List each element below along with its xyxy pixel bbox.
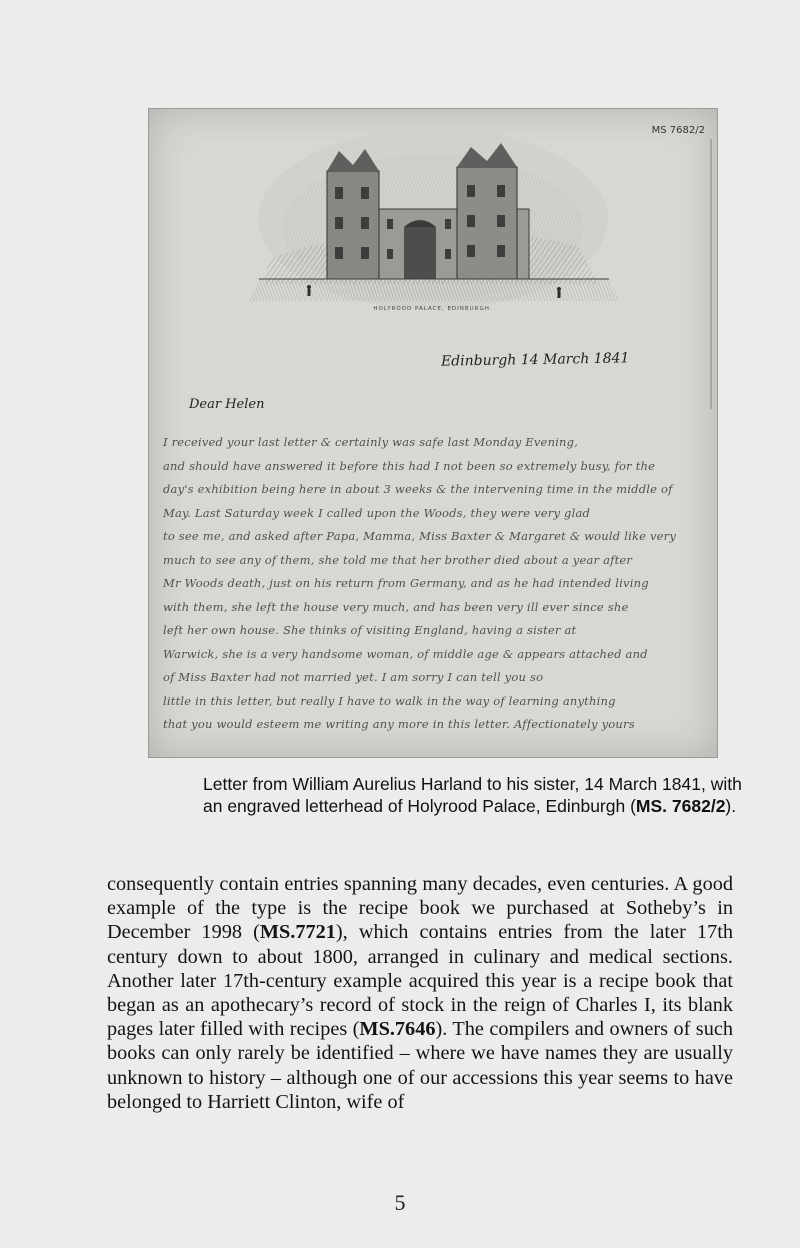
handwriting-line: little in this letter, but really I have to walk in the way of learning anything	[163, 693, 616, 708]
handwriting-line: with them, she left the house very much, and has been very ill ever since she	[163, 599, 629, 614]
handwriting-line: much to see any of them, she told me that her brother died about a year after	[163, 552, 633, 567]
handwriting-line: day's exhibition being here in about 3 weeks & the intervening time in the middle of	[163, 482, 673, 496]
caption-text-end: ).	[725, 796, 737, 816]
body-text-part: ). The compilers and owners of such books can only rarely be identified – where we have names they are usually unknown to history – although one of our accessions this year seems to have belonged to Harriett Clinton, wife of	[107, 1018, 733, 1113]
handwriting-line: May. Last Saturday week I called upon the Woods, they were very glad	[163, 505, 591, 520]
handwriting-line: Warwick, she is a very handsome woman, of middle age & appears attached and	[163, 646, 648, 661]
page-number: 5	[394, 1190, 406, 1215]
body-text-part: ), which contains entries from the later 17th century down to about 1800, arranged in culinary and medical sections. Another later 17th-century example acquired this year is a recipe book that began as an apothecary’s record of stock in the reign of Charles I, its blank pages later filled with recipes (	[107, 921, 733, 1041]
caption-ms-reference: MS. 7682/2	[635, 796, 726, 816]
handwriting-line: to see me, and asked after Papa, Mamma, Miss Baxter & Margaret & would like very	[163, 529, 677, 543]
letter-image	[148, 108, 718, 758]
handwriting-line: and should have answered it before this had I not been so extremely busy, for the	[163, 458, 656, 473]
body-paragraph	[107, 872, 733, 1114]
handwriting-line: Mr Woods death, just on his return from Germany, and as he had intended living	[163, 576, 649, 590]
letter-date: Edinburgh 14 March 1841	[440, 350, 630, 370]
handwriting-line: left her own house. She thinks of visiting England, having a sister at	[163, 623, 577, 637]
ms-reference: MS.7646	[359, 1018, 436, 1041]
letter-salutation: Dear Helen	[189, 397, 265, 412]
handwriting-line: I received your last letter & certainly was safe last Monday Evening,	[163, 435, 579, 449]
figure-caption	[203, 773, 743, 817]
caption-text: Letter from William Aurelius Harland to his sister, 14 March 1841, with an engraved letterhead of Holyrood Palace, Edinburgh (	[203, 774, 742, 816]
letter-handwriting	[163, 431, 703, 737]
engraving-caption: HOLYROOD PALACE, EDINBURGH.	[373, 306, 493, 312]
ms-reference: MS.7721	[259, 921, 336, 944]
handwriting-line: that you would esteem me writing any more in this letter. Affectionately yours	[163, 717, 635, 731]
handwriting-line: of Miss Baxter had not married yet. I am sorry I can tell you so	[163, 670, 544, 684]
manuscript-reference: MS 7682/2	[651, 125, 705, 136]
body-text-part: consequently contain entries spanning many decades, even centuries. A good example of the type is the recipe book we purchased at Sotheby’s in December 1998 (	[107, 873, 733, 944]
